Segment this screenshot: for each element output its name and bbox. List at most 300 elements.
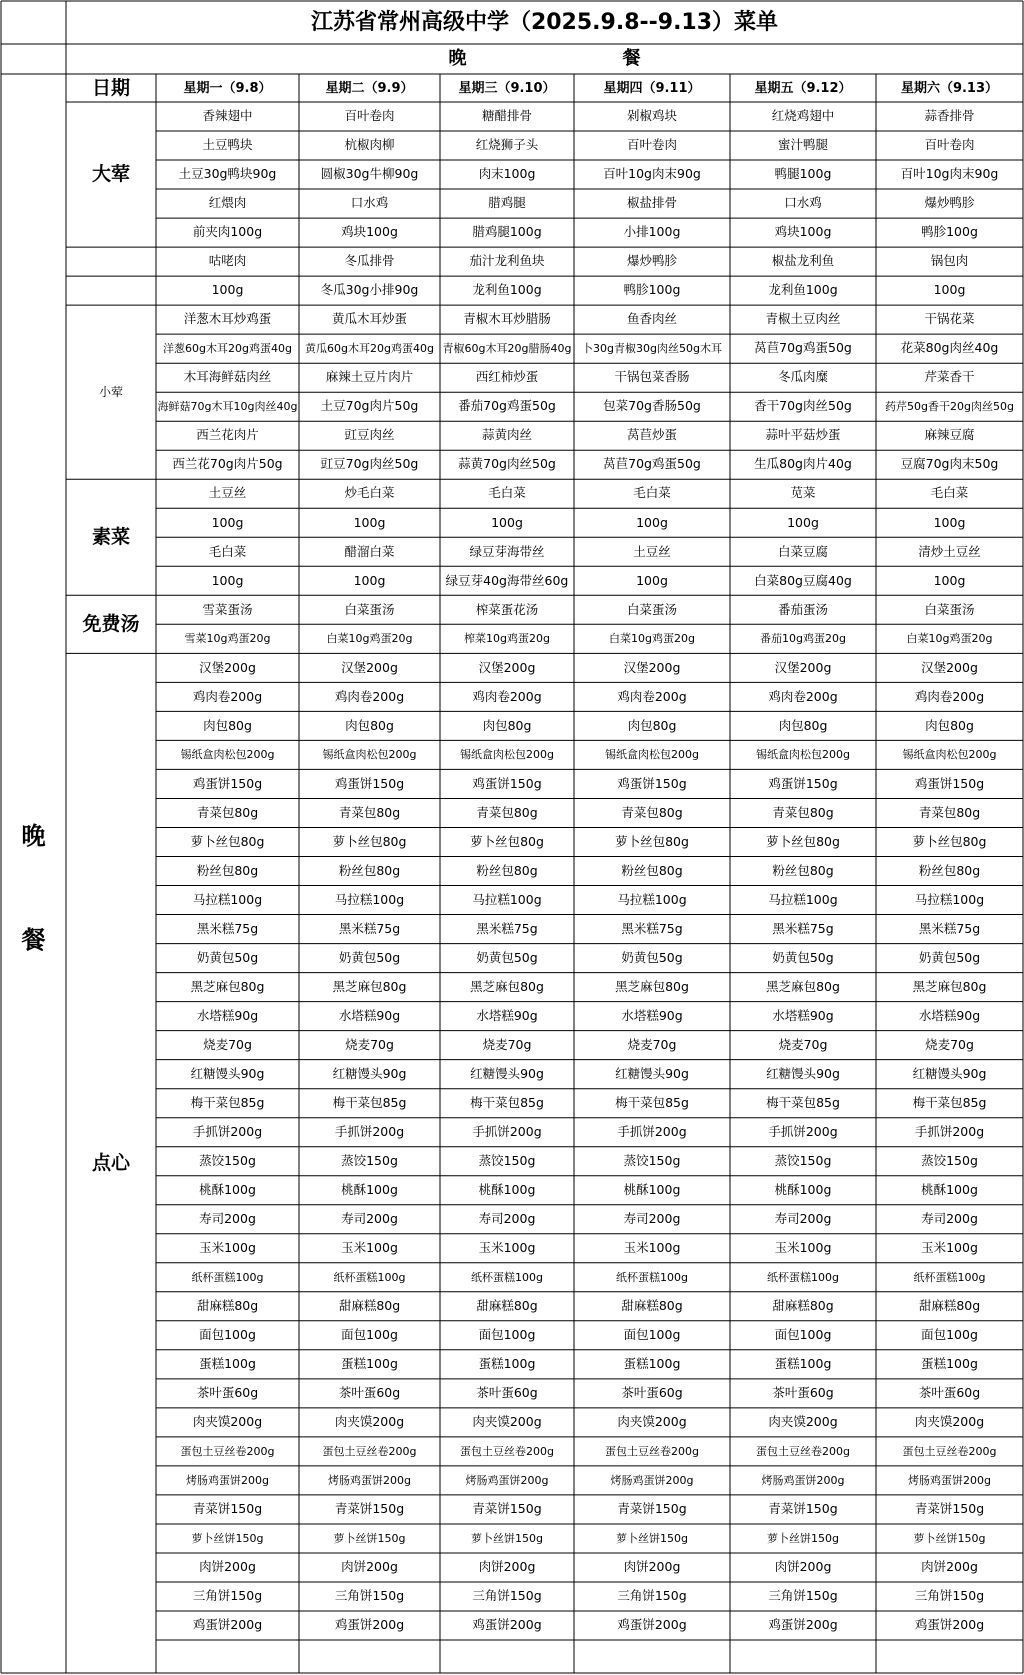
snack-cell: 青菜包80g xyxy=(772,804,834,820)
snack-cell: 黑米糕75g xyxy=(476,920,538,936)
dish-cell: 雪菜10g鸡蛋20g xyxy=(184,632,271,646)
dish-cell: 剁椒鸡块 xyxy=(626,108,677,124)
snack-cell: 肉夹馍200g xyxy=(914,1414,985,1430)
dish-cell: 洋葱木耳炒鸡蛋 xyxy=(183,311,272,327)
snack-cell: 汉堡200g xyxy=(623,659,681,675)
snack-cell: 寿司200g xyxy=(478,1210,536,1226)
snack-cell: 锡纸盒肉松包200g xyxy=(180,748,275,762)
snack-cell: 蛋包土豆丝卷200g xyxy=(180,1444,275,1458)
snack-cell: 肉饼200g xyxy=(341,1559,398,1575)
dish-cell: 百叶卷肉 xyxy=(924,137,975,153)
dish-cell: 毛白菜 xyxy=(208,543,247,559)
snack-cell: 蛋糕100g xyxy=(921,1356,978,1372)
snack-cell: 萝卜丝包80g xyxy=(912,833,987,849)
snack-cell: 红糖馒头90g xyxy=(470,1065,544,1081)
snack-cell: 鸡蛋饼200g xyxy=(617,1617,687,1633)
dish-cell: 白菜豆腐 xyxy=(777,543,828,559)
dish-cell: 100g xyxy=(211,572,244,588)
dish-cell: 番茄10g鸡蛋20g xyxy=(760,632,846,646)
snack-cell: 蛋包土豆丝卷200g xyxy=(756,1444,850,1458)
snack-cell: 蛋糕100g xyxy=(341,1356,398,1372)
snack-cell: 萝卜丝饼150g xyxy=(191,1532,264,1545)
snack-cell: 汉堡200g xyxy=(341,659,398,675)
dish-cell: 生瓜80g肉片40g xyxy=(754,456,852,472)
snack-cell: 鸡蛋饼150g xyxy=(192,775,263,791)
snack-cell: 肉饼200g xyxy=(921,1559,978,1575)
snack-cell: 梅干菜包85g xyxy=(332,1094,407,1110)
snack-cell: 蒸饺150g xyxy=(478,1152,536,1168)
snack-cell: 面包100g xyxy=(478,1327,536,1343)
snack-cell: 奶黄包50g xyxy=(196,949,259,965)
snack-cell: 青菜包80g xyxy=(621,804,683,820)
snack-cell: 汉堡200g xyxy=(774,659,832,675)
dish-cell: 香干70g肉丝50g xyxy=(754,398,852,414)
snack-cell: 蛋糕100g xyxy=(478,1356,536,1372)
dish-cell: 毛白菜 xyxy=(930,485,969,501)
dish-cell: 黄瓜60g木耳20g鸡蛋40g xyxy=(305,342,434,356)
dish-cell: 蒜黄肉丝 xyxy=(481,427,532,443)
dish-cell: 青椒60g木耳20g腊肠40g xyxy=(442,342,572,356)
snack-cell: 鸡蛋饼200g xyxy=(472,1617,542,1633)
snack-cell: 茶叶蛋60g xyxy=(772,1385,834,1401)
dish-cell: 豇豆70g肉丝50g xyxy=(320,456,419,472)
snack-cell: 鸡肉卷200g xyxy=(472,688,542,704)
snack-cell: 梅干菜包85g xyxy=(912,1094,987,1110)
snack-cell: 萝卜丝饼150g xyxy=(471,1532,543,1545)
snack-cell: 蛋包土豆丝卷200g xyxy=(322,1444,417,1458)
page-title: 江苏省常州高级中学（2025.9.8--9.13）菜单 xyxy=(310,9,779,35)
dish-cell: 豇豆肉丝 xyxy=(344,427,395,443)
snack-cell: 寿司200g xyxy=(921,1210,978,1226)
dish-cell: 白菜10g鸡蛋20g xyxy=(326,632,413,646)
snack-cell: 梅干菜包85g xyxy=(470,1094,544,1110)
snack-cell: 肉包80g xyxy=(778,717,828,733)
snack-cell: 寿司200g xyxy=(623,1210,681,1226)
dish-cell: 毛白菜 xyxy=(633,485,671,501)
snack-cell: 玉米100g xyxy=(341,1240,398,1256)
snack-cell: 烤肠鸡蛋饼200g xyxy=(908,1473,991,1487)
dish-cell: 冬瓜肉糜 xyxy=(777,369,828,385)
day-header: 星期三（9.10） xyxy=(458,80,556,96)
dish-cell: 椒盐排骨 xyxy=(626,195,677,211)
snack-cell: 鸡肉卷200g xyxy=(192,688,263,704)
dish-cell: 木耳海鲜菇肉丝 xyxy=(183,369,272,385)
snack-cell: 茶叶蛋60g xyxy=(918,1385,981,1401)
snack-cell: 甜麻糕80g xyxy=(772,1298,834,1314)
snack-cell: 蛋包土豆丝卷200g xyxy=(902,1444,997,1458)
snack-cell: 青菜饼150g xyxy=(617,1501,687,1517)
snack-cell: 桃酥100g xyxy=(921,1181,978,1197)
dish-cell: 白菜蛋汤 xyxy=(924,601,975,617)
dish-cell: 鸭胗100g xyxy=(623,282,681,298)
snack-cell: 梅干菜包85g xyxy=(190,1094,265,1110)
dish-cell: 土豆丝 xyxy=(208,485,247,501)
snack-cell: 萝卜丝饼150g xyxy=(767,1532,839,1545)
snack-cell: 奶黄包50g xyxy=(621,949,683,965)
dish-cell: 醋溜白菜 xyxy=(344,543,395,559)
dish-cell: 100g xyxy=(353,514,386,530)
snack-cell: 锡纸盒肉松包200g xyxy=(902,748,997,762)
dish-cell: 爆炒鸭胗 xyxy=(626,253,677,269)
snack-cell: 蛋包土豆丝卷200g xyxy=(460,1444,554,1458)
dish-cell: 腊鸡腿 xyxy=(488,195,526,211)
category-dahun: 大荤 xyxy=(91,163,130,186)
dish-cell: 番茄70g鸡蛋50g xyxy=(458,398,556,414)
day-header: 星期一（9.8） xyxy=(183,80,272,96)
snack-cell: 萝卜丝包80g xyxy=(470,833,544,849)
snack-cell: 红糖馒头90g xyxy=(912,1065,987,1081)
dish-cell: 莴苣70g鸡蛋50g xyxy=(603,456,701,472)
snack-cell: 黑芝麻包80g xyxy=(470,978,544,994)
dish-cell: 榨菜10g鸡蛋20g xyxy=(464,632,550,646)
snack-cell: 萝卜丝包80g xyxy=(190,833,265,849)
snack-cell: 面包100g xyxy=(774,1327,832,1343)
snack-cell: 锡纸盒肉松包200g xyxy=(460,748,554,762)
dish-cell: 红烧鸡翅中 xyxy=(771,108,835,124)
snack-cell: 甜麻糕80g xyxy=(621,1298,683,1314)
snack-cell: 鸡蛋饼200g xyxy=(192,1617,263,1633)
snack-cell: 茶叶蛋60g xyxy=(338,1385,401,1401)
snack-cell: 面包100g xyxy=(341,1327,398,1343)
category-xiaohun: 小荤 xyxy=(98,385,123,400)
dish-cell: 冬瓜排骨 xyxy=(344,253,395,269)
dish-cell: 莴苣炒蛋 xyxy=(626,427,677,443)
dish-cell: 口水鸡 xyxy=(350,195,389,211)
dish-cell: 花菜80g肉丝40g xyxy=(900,340,999,356)
snack-cell: 汉堡200g xyxy=(478,659,536,675)
dish-cell: 鸭胗100g xyxy=(921,224,978,240)
dish-cell: 前夹肉100g xyxy=(192,224,263,240)
snack-cell: 萝卜丝包80g xyxy=(332,833,407,849)
snack-cell: 纸杯蛋糕100g xyxy=(767,1270,839,1284)
snack-cell: 烤肠鸡蛋饼200g xyxy=(610,1473,694,1487)
snack-cell: 手抓饼200g xyxy=(914,1123,985,1139)
dish-cell: 百叶10g肉末90g xyxy=(603,166,701,182)
snack-cell: 青菜包80g xyxy=(196,804,259,820)
snack-cell: 寿司200g xyxy=(199,1210,256,1226)
snack-cell: 奶黄包50g xyxy=(338,949,401,965)
snack-cell: 锡纸盒肉松包200g xyxy=(756,748,850,762)
dish-cell: 百叶卷肉 xyxy=(626,137,677,153)
snack-cell: 锡纸盒肉松包200g xyxy=(322,748,417,762)
dish-cell: 豆腐70g肉末50g xyxy=(900,456,999,472)
dish-cell: 100g xyxy=(933,514,966,530)
snack-cell: 手抓饼200g xyxy=(192,1123,263,1139)
snack-cell: 玉米100g xyxy=(921,1240,978,1256)
dish-cell: 芹菜香干 xyxy=(924,369,975,385)
snack-cell: 甜麻糕80g xyxy=(196,1298,259,1314)
dish-cell: 白菜80g豆腐40g xyxy=(754,572,852,588)
dish-cell: 鱼香肉丝 xyxy=(626,311,677,327)
dish-cell: 100g xyxy=(933,282,966,298)
snack-cell: 马拉糕100g xyxy=(617,891,687,907)
dish-cell: 毛白菜 xyxy=(488,485,526,501)
snack-cell: 烤肠鸡蛋饼200g xyxy=(465,1473,549,1487)
snack-cell: 奶黄包50g xyxy=(918,949,981,965)
category-mianfeitang: 免费汤 xyxy=(82,612,140,635)
snack-cell: 蒸饺150g xyxy=(199,1152,256,1168)
snack-cell: 水塔糕90g xyxy=(338,1007,401,1023)
dish-cell: 麻辣豆腐 xyxy=(924,427,975,443)
snack-cell: 萝卜丝饼150g xyxy=(616,1532,688,1545)
dish-cell: 卜30g青椒30g肉丝50g木耳 xyxy=(582,342,722,356)
snack-cell: 青菜包80g xyxy=(476,804,538,820)
dish-cell: 麻辣土豆片肉片 xyxy=(325,369,414,385)
dish-cell: 百叶10g肉末90g xyxy=(900,166,999,182)
snack-cell: 黑芝麻包80g xyxy=(912,978,987,994)
snack-cell: 手抓饼200g xyxy=(617,1123,687,1139)
snack-cell: 黑芝麻包80g xyxy=(332,978,407,994)
snack-cell: 黑芝麻包80g xyxy=(190,978,265,994)
snack-cell: 桃酥100g xyxy=(341,1181,398,1197)
dish-cell: 清炒土豆丝 xyxy=(918,543,981,559)
day-header: 星期四（9.11） xyxy=(603,80,701,96)
snack-cell: 蛋包土豆丝卷200g xyxy=(605,1444,699,1458)
snack-cell: 锡纸盒肉松包200g xyxy=(605,748,699,762)
snack-cell: 汉堡200g xyxy=(199,659,256,675)
snack-cell: 鸡蛋饼200g xyxy=(768,1617,838,1633)
dish-cell: 黄瓜木耳炒蛋 xyxy=(331,311,407,327)
snack-cell: 水塔糕90g xyxy=(476,1007,538,1023)
meal-header: 晚 餐 xyxy=(448,48,681,69)
snack-cell: 肉饼200g xyxy=(774,1559,832,1575)
category-sucai: 素菜 xyxy=(91,525,130,548)
snack-cell: 鸡蛋饼150g xyxy=(914,775,985,791)
dish-cell: 土豆70g肉片50g xyxy=(320,398,419,414)
snack-cell: 黑米糕75g xyxy=(918,920,981,936)
snack-cell: 烧麦70g xyxy=(345,1036,394,1052)
snack-cell: 纸杯蛋糕100g xyxy=(471,1270,543,1284)
dish-cell: 药芹50g香干20g肉丝50g xyxy=(885,400,1014,414)
dish-cell: 龙利鱼100g xyxy=(472,282,542,298)
date-label: 日期 xyxy=(91,76,130,99)
snack-cell: 纸杯蛋糕100g xyxy=(913,1270,986,1284)
snack-cell: 肉饼200g xyxy=(199,1559,256,1575)
dish-cell: 青椒土豆肉丝 xyxy=(765,311,841,327)
snack-cell: 三角饼150g xyxy=(768,1588,838,1604)
snack-cell: 玉米100g xyxy=(478,1240,536,1256)
dish-cell: 100g xyxy=(787,514,819,530)
snack-cell: 烧麦70g xyxy=(203,1036,252,1052)
snack-cell: 马拉糕100g xyxy=(192,891,263,907)
dish-cell: 冬瓜30g小排90g xyxy=(320,282,419,298)
snack-cell: 手抓饼200g xyxy=(768,1123,838,1139)
dish-cell: 圆椒30g牛柳90g xyxy=(320,166,419,182)
side-meal-char: 餐 xyxy=(21,925,46,954)
snack-cell: 蒸饺150g xyxy=(921,1152,978,1168)
snack-cell: 手抓饼200g xyxy=(334,1123,405,1139)
snack-cell: 水塔糕90g xyxy=(918,1007,981,1023)
dish-cell: 咕咾肉 xyxy=(208,253,247,269)
snack-cell: 玉米100g xyxy=(623,1240,681,1256)
snack-cell: 玉米100g xyxy=(774,1240,832,1256)
snack-cell: 水塔糕90g xyxy=(772,1007,834,1023)
snack-cell: 甜麻糕80g xyxy=(918,1298,981,1314)
day-header: 星期六（9.13） xyxy=(900,80,999,96)
snack-cell: 肉包80g xyxy=(627,717,677,733)
snack-cell: 手抓饼200g xyxy=(472,1123,542,1139)
snack-cell: 茶叶蛋60g xyxy=(621,1385,683,1401)
snack-cell: 黑米糕75g xyxy=(621,920,683,936)
dish-cell: 100g xyxy=(491,514,523,530)
snack-cell: 黑米糕75g xyxy=(196,920,259,936)
dish-cell: 龙利鱼100g xyxy=(768,282,838,298)
snack-cell: 纸杯蛋糕100g xyxy=(616,1270,688,1284)
snack-cell: 蛋糕100g xyxy=(199,1356,256,1372)
snack-cell: 青菜饼150g xyxy=(472,1501,542,1517)
dish-cell: 椒盐龙利鱼 xyxy=(771,253,835,269)
dish-cell: 炒毛白菜 xyxy=(344,485,395,501)
snack-cell: 蒸饺150g xyxy=(341,1152,398,1168)
snack-cell: 红糖馒头90g xyxy=(332,1065,407,1081)
snack-cell: 甜麻糕80g xyxy=(476,1298,538,1314)
dish-cell: 100g xyxy=(353,572,386,588)
snack-cell: 肉包80g xyxy=(203,717,252,733)
dish-cell: 小排100g xyxy=(623,224,681,240)
dish-cell: 茄汁龙利鱼块 xyxy=(469,253,545,269)
dish-cell: 100g xyxy=(933,572,966,588)
snack-cell: 三角饼150g xyxy=(617,1588,687,1604)
snack-cell: 萝卜丝包80g xyxy=(615,833,689,849)
snack-cell: 鸡蛋饼150g xyxy=(472,775,542,791)
snack-cell: 烤肠鸡蛋饼200g xyxy=(761,1473,845,1487)
snack-cell: 萝卜丝包80g xyxy=(766,833,840,849)
dish-cell: 土豆30g鸭块90g xyxy=(178,166,277,182)
dish-cell: 海鲜菇70g木耳10g肉丝40g xyxy=(157,400,298,414)
dish-cell: 白菜蛋汤 xyxy=(344,601,395,617)
snack-cell: 鸡蛋饼150g xyxy=(617,775,687,791)
snack-cell: 黑芝麻包80g xyxy=(766,978,840,994)
dish-cell: 爆炒鸭胗 xyxy=(924,195,975,211)
snack-cell: 青菜饼150g xyxy=(192,1501,263,1517)
dish-cell: 蒜黄70g肉丝50g xyxy=(458,456,556,472)
snack-cell: 寿司200g xyxy=(341,1210,398,1226)
dish-cell: 白菜蛋汤 xyxy=(626,601,677,617)
dish-cell: 土豆丝 xyxy=(633,543,671,559)
snack-cell: 奶黄包50g xyxy=(772,949,834,965)
dish-cell: 蒜叶平菇炒蛋 xyxy=(765,427,841,443)
snack-cell: 肉夹馍200g xyxy=(768,1414,838,1430)
snack-cell: 黑米糕75g xyxy=(772,920,834,936)
snack-cell: 肉包80g xyxy=(482,717,532,733)
snack-cell: 奶黄包50g xyxy=(476,949,538,965)
snack-cell: 红糖馒头90g xyxy=(190,1065,265,1081)
snack-cell: 鸡蛋饼150g xyxy=(768,775,838,791)
dish-cell: 西兰花肉片 xyxy=(196,427,259,443)
snack-cell: 鸡蛋饼150g xyxy=(334,775,405,791)
snack-cell: 烧麦70g xyxy=(778,1036,828,1052)
snack-cell: 三角饼150g xyxy=(192,1588,263,1604)
snack-cell: 鸡肉卷200g xyxy=(914,688,985,704)
dish-cell: 香辣翅中 xyxy=(202,108,253,124)
dish-cell: 白菜10g鸡蛋20g xyxy=(906,632,993,646)
snack-cell: 面包100g xyxy=(921,1327,978,1343)
snack-cell: 三角饼150g xyxy=(472,1588,542,1604)
snack-cell: 蛋糕100g xyxy=(623,1356,681,1372)
dish-cell: 干锅包菜香肠 xyxy=(614,369,690,385)
snack-cell: 面包100g xyxy=(623,1327,681,1343)
snack-cell: 肉夹馍200g xyxy=(617,1414,687,1430)
snack-cell: 鸡蛋饼200g xyxy=(334,1617,405,1633)
snack-cell: 烧麦70g xyxy=(482,1036,532,1052)
dish-cell: 西兰花70g肉片50g xyxy=(172,456,283,472)
dish-cell: 绿豆芽40g海带丝60g xyxy=(445,572,569,588)
snack-cell: 粉丝包80g xyxy=(772,862,834,878)
snack-cell: 桃酥100g xyxy=(478,1181,536,1197)
snack-cell: 青菜包80g xyxy=(918,804,981,820)
dish-cell: 蒜香排骨 xyxy=(924,108,975,124)
snack-cell: 马拉糕100g xyxy=(472,891,542,907)
snack-cell: 汉堡200g xyxy=(921,659,978,675)
snack-cell: 粉丝包80g xyxy=(338,862,401,878)
snack-cell: 萝卜丝饼150g xyxy=(333,1532,406,1545)
snack-cell: 纸杯蛋糕100g xyxy=(333,1270,406,1284)
snack-cell: 鸡肉卷200g xyxy=(617,688,687,704)
snack-cell: 蒸饺150g xyxy=(774,1152,832,1168)
snack-cell: 肉夹馍200g xyxy=(334,1414,405,1430)
dish-cell: 百叶卷肉 xyxy=(344,108,395,124)
snack-cell: 萝卜丝饼150g xyxy=(913,1532,986,1545)
snack-cell: 烧麦70g xyxy=(925,1036,974,1052)
snack-cell: 甜麻糕80g xyxy=(338,1298,401,1314)
snack-cell: 青菜饼150g xyxy=(334,1501,405,1517)
snack-cell: 烤肠鸡蛋饼200g xyxy=(186,1473,269,1487)
dish-cell: 100g xyxy=(211,514,244,530)
snack-cell: 水塔糕90g xyxy=(196,1007,259,1023)
snack-cell: 粉丝包80g xyxy=(196,862,259,878)
snack-cell: 马拉糕100g xyxy=(914,891,985,907)
dish-cell: 100g xyxy=(636,572,668,588)
snack-cell: 肉包80g xyxy=(345,717,394,733)
snack-cell: 粉丝包80g xyxy=(476,862,538,878)
dish-cell: 土豆鸭块 xyxy=(202,137,253,153)
snack-cell: 茶叶蛋60g xyxy=(476,1385,538,1401)
snack-cell: 茶叶蛋60g xyxy=(196,1385,259,1401)
snack-cell: 红糖馒头90g xyxy=(615,1065,689,1081)
dish-cell: 糖醋排骨 xyxy=(481,108,532,124)
snack-cell: 蒸饺150g xyxy=(623,1152,681,1168)
snack-cell: 玉米100g xyxy=(199,1240,256,1256)
dish-cell: 红煨肉 xyxy=(208,195,247,211)
snack-cell: 青菜饼150g xyxy=(768,1501,838,1517)
snack-cell: 黑芝麻包80g xyxy=(615,978,689,994)
day-header: 星期二（9.9） xyxy=(325,80,414,96)
snack-cell: 面包100g xyxy=(199,1327,256,1343)
snack-cell: 粉丝包80g xyxy=(621,862,683,878)
snack-cell: 三角饼150g xyxy=(914,1588,985,1604)
dish-cell: 口水鸡 xyxy=(784,195,822,211)
dish-cell: 杭椒肉柳 xyxy=(344,137,395,153)
snack-cell: 鸡蛋饼200g xyxy=(914,1617,985,1633)
day-header: 星期五（9.12） xyxy=(754,80,852,96)
snack-cell: 肉夹馍200g xyxy=(472,1414,542,1430)
category-dianxin: 点心 xyxy=(91,1151,130,1174)
dish-cell: 100g xyxy=(636,514,668,530)
dish-cell: 榨菜蛋花汤 xyxy=(475,601,539,617)
snack-cell: 肉饼200g xyxy=(623,1559,681,1575)
snack-cell: 肉包80g xyxy=(925,717,974,733)
snack-cell: 纸杯蛋糕100g xyxy=(191,1270,264,1284)
snack-cell: 鸡肉卷200g xyxy=(768,688,838,704)
snack-cell: 青菜包80g xyxy=(338,804,401,820)
snack-cell: 梅干菜包85g xyxy=(766,1094,840,1110)
snack-cell: 烧麦70g xyxy=(627,1036,677,1052)
dish-cell: 洋葱60g木耳20g鸡蛋40g xyxy=(163,342,292,356)
dish-cell: 苋菜 xyxy=(790,485,816,501)
snack-cell: 桃酥100g xyxy=(199,1181,256,1197)
snack-cell: 马拉糕100g xyxy=(334,891,405,907)
snack-cell: 红糖馒头90g xyxy=(766,1065,840,1081)
